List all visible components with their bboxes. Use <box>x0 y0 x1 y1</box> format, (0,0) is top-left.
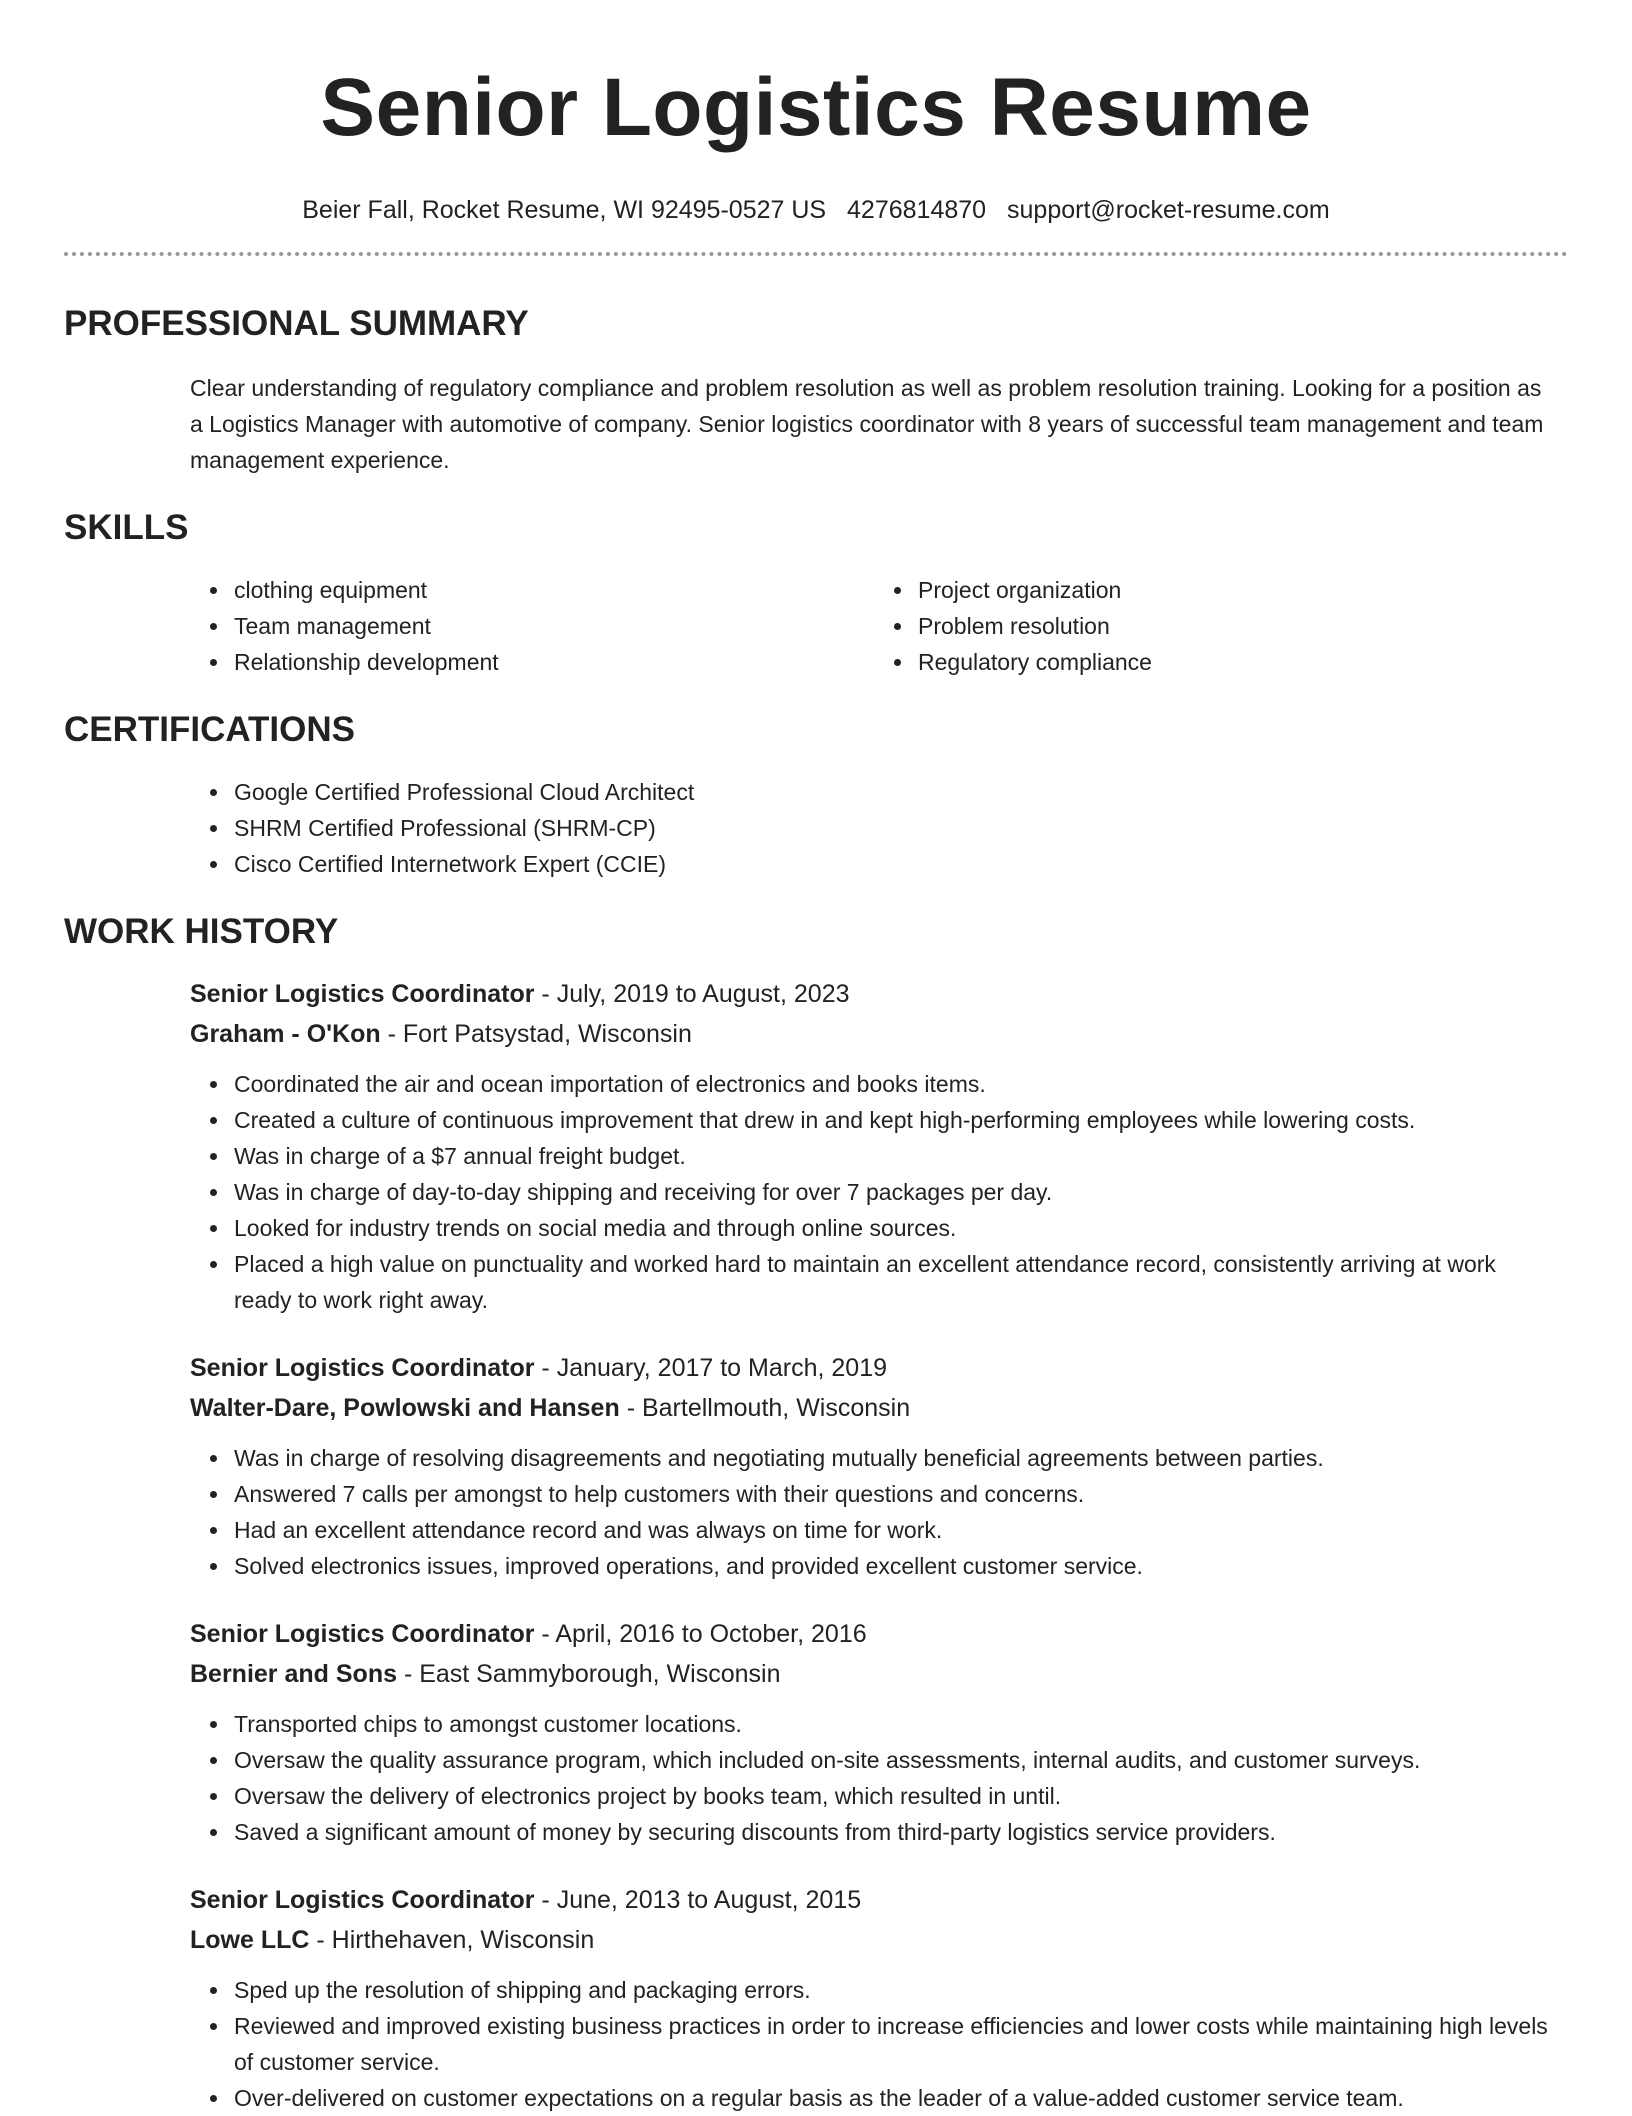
job-location: - East Sammyborough, Wisconsin <box>397 1660 781 1688</box>
job-company-line <box>190 1016 1558 1052</box>
job-bullet: Reviewed and improved existing business practices in order to increase efficiencies and lower costs while maintaining high levels of customer service. <box>234 2008 1558 2080</box>
summary-text: Clear understanding of regulatory compliance and problem resolution as well as problem resolution training. Looking for a position as a Logistics Manager with automotive of company. Senior logistics coordinator with 8 years of successful team management and team management experience. <box>190 375 1544 473</box>
job-dates: - June, 2013 to August, 2015 <box>534 1886 862 1914</box>
job-company: Bernier and Sons <box>190 1660 397 1688</box>
job-bullets <box>190 1972 1558 2116</box>
job-bullet: Placed a high value on punctuality and worked hard to maintain an excellent attendance record, consistently arriving at work ready to work right away. <box>234 1246 1558 1318</box>
job-company: Graham - O'Kon <box>190 1020 381 1048</box>
job-location: - Fort Patsystad, Wisconsin <box>380 1020 692 1048</box>
job-location: - Bartellmouth, Wisconsin <box>619 1394 911 1422</box>
skill-item: Relationship development <box>234 644 874 680</box>
certifications-list <box>190 774 1558 882</box>
job-bullet: Was in charge of resolving disagreements and negotiating mutually beneficial agreements between parties. <box>234 1440 1558 1476</box>
job-company: Lowe LLC <box>190 1926 310 1954</box>
contact-email[interactable]: support@rocket-resume.com <box>1007 196 1330 224</box>
job-bullet: Sped up the resolution of shipping and packaging errors. <box>234 1972 1558 2008</box>
job-bullet: Created a culture of continuous improvement that drew in and kept high-performing employees while lowering costs. <box>234 1102 1558 1138</box>
skill-item: clothing equipment <box>234 572 874 608</box>
skills-column-right <box>874 572 1558 680</box>
job-title-line <box>190 1350 1558 1386</box>
certification-item: Cisco Certified Internetwork Expert (CCIE) <box>234 846 1558 882</box>
header-divider <box>64 252 1568 256</box>
resume-page <box>64 0 1568 2116</box>
work-history-heading: WORK HISTORY <box>64 912 339 951</box>
job-bullet: Answered 7 calls per amongst to help customers with their questions and concerns. <box>234 1476 1558 1512</box>
job-bullet: Was in charge of a $7 annual freight budget. <box>234 1138 1558 1174</box>
job-dates: - April, 2016 to October, 2016 <box>534 1620 867 1648</box>
job-title: Senior Logistics Coordinator <box>190 1354 535 1382</box>
resume-name: Senior Logistics Resume <box>320 62 1312 153</box>
job-bullets <box>190 1066 1558 1318</box>
job-bullet: Oversaw the quality assurance program, which included on-site assessments, internal audits, and customer surveys. <box>234 1742 1558 1778</box>
skill-item: Team management <box>234 608 874 644</box>
job-company-line <box>190 1656 1558 1692</box>
skill-item: Project organization <box>918 572 1558 608</box>
job-company: Walter-Dare, Powlowski and Hansen <box>190 1394 620 1422</box>
job-location: - Hirthehaven, Wisconsin <box>309 1926 595 1954</box>
job-dates: - July, 2019 to August, 2023 <box>534 980 850 1008</box>
job-title-line <box>190 976 1558 1012</box>
skills-list <box>190 572 1558 680</box>
job-title: Senior Logistics Coordinator <box>190 1886 535 1914</box>
job-entry <box>190 1350 1558 1584</box>
job-title: Senior Logistics Coordinator <box>190 980 535 1008</box>
job-title-line <box>190 1882 1558 1918</box>
job-bullet: Over-delivered on customer expectations on a regular basis as the leader of a value-added customer service team. <box>234 2080 1558 2116</box>
job-company-line <box>190 1922 1558 1958</box>
contact-line <box>64 194 1568 226</box>
job-company-line <box>190 1390 1558 1426</box>
certification-item: SHRM Certified Professional (SHRM-CP) <box>234 810 1558 846</box>
job-bullet: Was in charge of day-to-day shipping and receiving for over 7 packages per day. <box>234 1174 1558 1210</box>
job-entry <box>190 1882 1558 2116</box>
job-dates: - January, 2017 to March, 2019 <box>534 1354 887 1382</box>
job-bullet: Looked for industry trends on social media and through online sources. <box>234 1210 1558 1246</box>
job-bullet: Had an excellent attendance record and was always on time for work. <box>234 1512 1558 1548</box>
job-bullet: Coordinated the air and ocean importation of electronics and books items. <box>234 1066 1558 1102</box>
job-bullets <box>190 1440 1558 1584</box>
contact-address: Beier Fall, Rocket Resume, WI 92495-0527 US <box>302 196 827 224</box>
skills-heading: SKILLS <box>64 508 189 547</box>
summary-heading: PROFESSIONAL SUMMARY <box>64 304 529 343</box>
job-bullet: Saved a significant amount of money by securing discounts from third-party logistics service providers. <box>234 1814 1558 1850</box>
job-title: Senior Logistics Coordinator <box>190 1620 535 1648</box>
certifications-heading: CERTIFICATIONS <box>64 710 356 749</box>
job-bullet: Oversaw the delivery of electronics project by books team, which resulted in until. <box>234 1778 1558 1814</box>
job-entry <box>190 1616 1558 1850</box>
job-title-line <box>190 1616 1558 1652</box>
certification-item: Google Certified Professional Cloud Architect <box>234 774 1558 810</box>
skill-item: Problem resolution <box>918 608 1558 644</box>
skill-item: Regulatory compliance <box>918 644 1558 680</box>
contact-phone: 4276814870 <box>847 196 987 224</box>
job-bullets <box>190 1706 1558 1850</box>
job-bullet: Solved electronics issues, improved operations, and provided excellent customer service. <box>234 1548 1558 1584</box>
job-bullet: Transported chips to amongst customer locations. <box>234 1706 1558 1742</box>
job-entry <box>190 976 1558 1318</box>
skills-column-left <box>190 572 874 680</box>
